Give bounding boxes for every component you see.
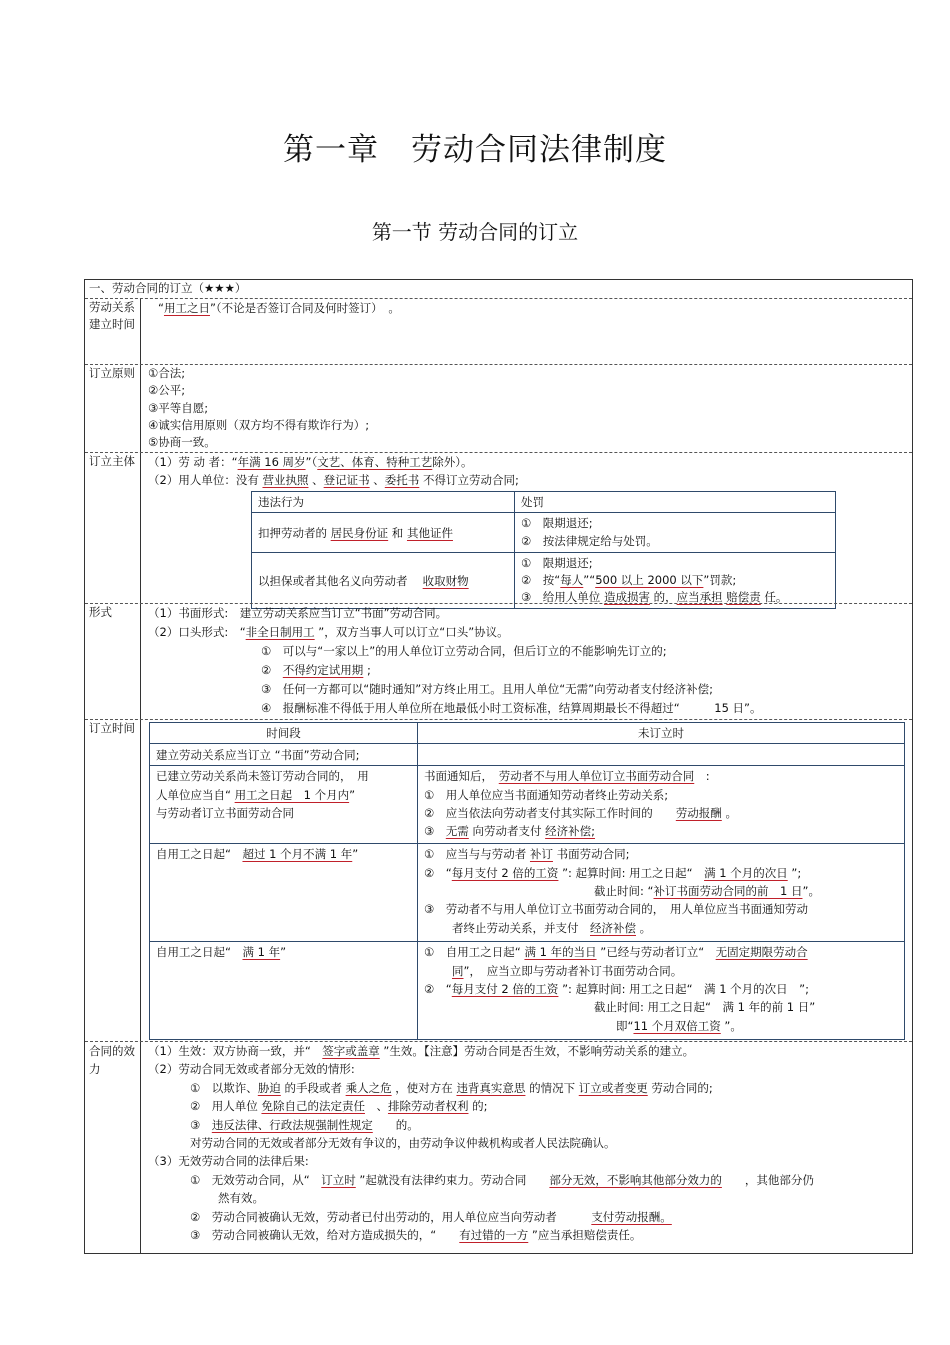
key-term: 每人 — [560, 573, 584, 588]
row-label: 订立主体 — [85, 453, 141, 604]
text: 、 — [308, 473, 324, 488]
employer-line — [148, 471, 912, 489]
text: 书面通知后， — [424, 769, 499, 784]
text: 的。 — [372, 1117, 419, 1132]
consequence-cell — [418, 766, 905, 844]
period-cell — [150, 844, 418, 942]
key-term: 不得约定试用期 — [282, 662, 364, 677]
text — [424, 882, 898, 900]
key-term: 胁迫 — [257, 1080, 281, 1095]
text: （3）无效劳动合同的法律后果: — [148, 1154, 309, 1169]
text: ” — [280, 945, 287, 960]
period-cell — [150, 766, 418, 844]
list-item: ②公平; — [148, 383, 186, 398]
list-item: ① 限期退还; — [521, 516, 593, 531]
list-item — [148, 1097, 912, 1115]
key-term: 部分无效，不影响其他部分效力的 — [549, 1172, 722, 1187]
text: 人单位应当自“ — [156, 787, 235, 802]
key-term: 补订书面劳动合同的前 1 日 — [653, 883, 803, 898]
text: 任。 — [760, 590, 788, 605]
text: ③ — [424, 824, 446, 839]
text: 自用工之日起“ — [156, 945, 243, 960]
text: : — [694, 769, 710, 784]
text: （1）劳 动 者：“ — [148, 455, 238, 469]
text: ; — [363, 662, 371, 677]
period-cell — [150, 942, 418, 1040]
list-item — [424, 864, 898, 882]
key-term: 支付劳动报酬。 — [591, 1209, 672, 1224]
text: ① 应当与与劳动者 — [424, 847, 530, 862]
text: ，使对方在 — [391, 1080, 457, 1095]
row-label: 订立时间 — [85, 720, 141, 1042]
row-content — [142, 365, 912, 453]
text: 已建立劳动关系尚未签订劳动合同的， 用 — [156, 769, 369, 784]
chapter-title: 第一章 劳动合同法律制度 — [283, 132, 667, 168]
key-term: 委托书 — [384, 473, 420, 488]
row-label: 形式 — [85, 604, 141, 720]
key-term: 年满 16 周岁 — [237, 455, 306, 469]
text: 和 — [388, 525, 407, 540]
row-content — [142, 604, 912, 720]
text — [424, 1017, 898, 1035]
list-item — [148, 661, 912, 680]
key-term: 违反法律、行政法规强制性规定 — [211, 1117, 373, 1132]
list-item — [148, 1226, 912, 1244]
key-term: 用工之日 — [163, 301, 210, 315]
text — [424, 962, 898, 980]
text: ”起就没有法律约束力。劳动合同 — [355, 1172, 550, 1187]
text: ，其他部分仍 — [721, 1172, 814, 1187]
text — [424, 767, 898, 785]
text: （2）口头形式: “ — [148, 624, 246, 639]
key-term: 满 1 个月的次日 — [704, 865, 788, 880]
row-validity — [85, 1041, 912, 1254]
text: 的; — [468, 1099, 488, 1114]
key-term: 违背真实意思 — [456, 1080, 526, 1095]
text: ③ 劳动合同被确认无效，给对方造成损失的，“ — [190, 1227, 460, 1242]
row-label: 合同的效力 — [85, 1042, 141, 1254]
text: ”，双方当事人可以订立“口头”协议。 — [314, 624, 509, 639]
key-term: 劳动报酬 — [675, 805, 722, 820]
column-header: 处罚 — [515, 492, 836, 513]
key-term: 有过错的一方 — [459, 1227, 529, 1242]
list-item — [148, 1171, 912, 1189]
text: 书面劳动合同; — [552, 847, 630, 862]
list-item — [424, 822, 898, 840]
list-item — [424, 980, 898, 998]
key-term: 免除自己的法定责任 — [261, 1099, 365, 1114]
text: “ — [158, 301, 164, 315]
relationship-time-text — [148, 299, 912, 317]
list-item — [148, 1116, 912, 1134]
text: ”; — [787, 865, 802, 880]
key-term: 签字或盖章 — [322, 1044, 380, 1058]
row-parties — [85, 452, 912, 604]
text: ”“ — [583, 573, 596, 588]
row-form — [85, 603, 912, 720]
list-item: ② 按法律规定给与处罚。 — [521, 533, 658, 548]
text: ”。 — [802, 883, 820, 898]
key-term: 订立时 — [321, 1172, 356, 1187]
list-item — [148, 1208, 912, 1226]
key-term: 劳动者不与用人单位订立书面劳动合同 — [498, 769, 695, 784]
list-item — [424, 845, 898, 863]
list-item: ① 用人单位应当书面通知劳动者终止劳动关系; — [424, 787, 669, 802]
text: ② 按“ — [521, 573, 561, 588]
key-term: 赔偿责 — [726, 590, 761, 605]
text: 与劳动者订立书面劳动合同 — [156, 805, 294, 820]
penalty-cell — [515, 513, 836, 553]
text: （2）用人单位：没有 — [148, 473, 263, 488]
consequence-cell — [418, 744, 905, 766]
effect-line — [148, 1042, 912, 1060]
list-item: ③平等自愿; — [148, 400, 209, 415]
list-item: ④诚实信用原则（双方均不得有欺诈行为）; — [148, 417, 370, 432]
key-term: 乘人之危 — [345, 1080, 392, 1095]
column-header: 时间段 — [150, 723, 418, 744]
text: ”: 起算时间: 用工之日起“ — [558, 865, 705, 880]
text: 截止时间: “ — [594, 883, 654, 898]
text: ② “ — [424, 865, 452, 880]
list-item: ①合法; — [148, 366, 186, 380]
text: ” — [352, 847, 359, 862]
text — [156, 786, 411, 804]
text: ”（ — [305, 455, 318, 469]
column-header: 违法行为 — [252, 492, 515, 513]
key-term: 用工之日起 1 个月内 — [234, 787, 350, 802]
key-term: 营业执照 — [262, 473, 309, 488]
text: 、 — [364, 1099, 388, 1114]
list-item: ③ 劳动者不与用人单位订立书面劳动合同的， 用人单位应当书面通知劳动 — [424, 902, 809, 917]
text: ③ 给用人单位 — [521, 590, 604, 605]
text: 以担保或者其他名义向劳动者 — [258, 573, 423, 588]
text: ”， 应当立即与劳动者补订书面劳动合同。 — [463, 963, 683, 978]
key-term: 无固定期限劳动合 — [715, 945, 808, 960]
text: 者终止劳动关系，并支付 — [452, 920, 590, 935]
key-term: 无需 — [445, 824, 469, 839]
key-term: 满 1 年 — [242, 945, 281, 960]
table-header-row — [85, 280, 912, 298]
text: ② “ — [424, 981, 452, 996]
text — [424, 919, 898, 937]
text: ”。 — [720, 1018, 742, 1033]
key-term: 非全日制用工 — [245, 624, 315, 639]
text: ② 应当依法向劳动者支付其实际工作时间的 — [424, 805, 676, 820]
oral-form-line — [148, 623, 912, 642]
penalty-cell — [515, 553, 836, 609]
text: ② — [261, 662, 283, 677]
list-item — [424, 804, 898, 822]
row-label: 劳动关系建立时间 — [85, 299, 141, 365]
consequence-cell — [418, 844, 905, 942]
text: 的， — [649, 590, 677, 605]
text: （2）劳动合同无效或者部分无效的情形: — [148, 1062, 355, 1077]
text: ② 劳动合同被确认无效，劳动者已付出劳动的，用人单位应当向劳动者 — [190, 1209, 592, 1224]
list-item — [424, 943, 898, 961]
row-relationship-time — [85, 298, 912, 365]
key-term: 登记证书 — [323, 473, 370, 488]
consequence-cell — [418, 942, 905, 1040]
row-principles — [85, 364, 912, 453]
table-header: 一、劳动合同的订立（★★★） — [89, 281, 247, 295]
text: ① 自用工之日起“ — [424, 945, 525, 960]
text: 然有效。 — [218, 1191, 264, 1206]
written-form-line: （1）书面形式: 建立劳动关系应当订立“书面”劳动合同。 — [148, 606, 448, 620]
text: 的手段或者 — [280, 1080, 346, 1095]
text: ”应当承担赔偿责任。 — [528, 1227, 642, 1242]
key-term: 11 个月双倍工资 — [633, 1018, 721, 1033]
text: ”: 起算时间: 用工之日起“ 满 1 个月的次日 ”; — [558, 981, 810, 996]
key-term: 文艺、体育、特种工艺 — [317, 455, 433, 469]
text: ”生效。【注意】劳动合同是否生效，不影响劳动关系的建立。 — [379, 1044, 695, 1058]
worker-line — [148, 453, 912, 471]
list-item — [521, 572, 829, 589]
text: （1）生效：双方协商一致，并“ — [148, 1044, 323, 1058]
key-term: 每月支付 2 倍的工资 — [451, 865, 559, 880]
list-item — [148, 1079, 912, 1097]
text: 、 — [369, 473, 385, 488]
text: 即“ — [616, 1018, 634, 1033]
text: 劳动合同的; — [647, 1080, 713, 1095]
list-item: ① 限期退还; — [521, 555, 593, 570]
row-content — [142, 1042, 912, 1254]
signing-time-table — [149, 722, 905, 1040]
violation-table — [251, 491, 836, 609]
key-term: 造成损害 — [603, 590, 650, 605]
violation-cell — [252, 553, 515, 609]
key-term: 订立或者变更 — [578, 1080, 648, 1095]
key-term: 排除劳动者权利 — [387, 1099, 469, 1114]
key-term: 同 — [452, 963, 464, 978]
key-term: 满 1 年的当日 — [524, 945, 597, 960]
text: ” — [349, 787, 356, 802]
text: 对劳动合同的无效或者部分无效有争议的，由劳动争议仲裁机构或者人民法院确认。 — [190, 1135, 616, 1150]
list-item: ④ 报酬标准不得低于用人单位所在地最低小时工资标准，结算周期最长不得超过“ 15 日”。 — [261, 700, 762, 715]
text: 不得订立劳动合同; — [419, 473, 519, 488]
list-item: ③ 任何一方都可以“随时通知”对方终止用工。且用人单位“无需”向劳动者支付经济补偿; — [261, 681, 714, 696]
key-term: 其他证件 — [406, 525, 453, 540]
section-title: 第一节 劳动合同的订立 — [371, 220, 579, 244]
key-term: 超过 1 个月不满 1 年 — [242, 847, 353, 862]
text: 自用工之日起“ — [156, 847, 243, 862]
text: ① 以欺诈、 — [190, 1080, 258, 1095]
row-content — [142, 299, 912, 365]
key-term: 补订 — [529, 847, 553, 862]
text: ”（不论是否签订合同及何时签订） 。 — [209, 301, 400, 315]
violation-cell — [252, 513, 515, 553]
key-term: 应当承担 — [676, 590, 723, 605]
text: ”罚款; — [703, 573, 737, 588]
key-term: 经济补偿 — [590, 920, 636, 935]
row-signing-time — [85, 719, 912, 1042]
column-header: 未订立时 — [418, 723, 905, 744]
text: 截止时间: 用工之日起“ 满 1 年的前 1 日” — [594, 1000, 816, 1015]
contract-table — [84, 279, 913, 1254]
text: 。 — [721, 805, 737, 820]
row-label: 订立原则 — [85, 365, 141, 453]
key-term: 居民身份证 — [330, 525, 389, 540]
text: 。 — [636, 920, 652, 935]
key-term: 500 以上 2000 以下 — [595, 573, 704, 588]
key-term: 经济补偿; — [545, 824, 595, 839]
text: ③ — [190, 1117, 212, 1132]
text: ”已经与劳动者订立“ — [596, 945, 716, 960]
text: 扣押劳动者的 — [258, 525, 331, 540]
list-item: ① 可以与“一家以上”的用人单位订立劳动合同，但后订立的不能影响先订立的; — [261, 643, 667, 658]
key-term: 收取财物 — [422, 573, 469, 588]
text: ① 无效劳动合同，从“ — [190, 1172, 322, 1187]
key-term: 每月支付 2 倍的工资 — [451, 981, 559, 996]
text: 的情况下 — [525, 1080, 579, 1095]
period-cell: 建立劳动关系应当订立 “书面”劳动合同; — [150, 744, 418, 766]
text: ② 用人单位 — [190, 1099, 262, 1114]
text: 除外）。 — [432, 455, 473, 469]
text: 向劳动者支付 — [468, 824, 546, 839]
list-item: ⑤协商一致。 — [148, 435, 216, 449]
